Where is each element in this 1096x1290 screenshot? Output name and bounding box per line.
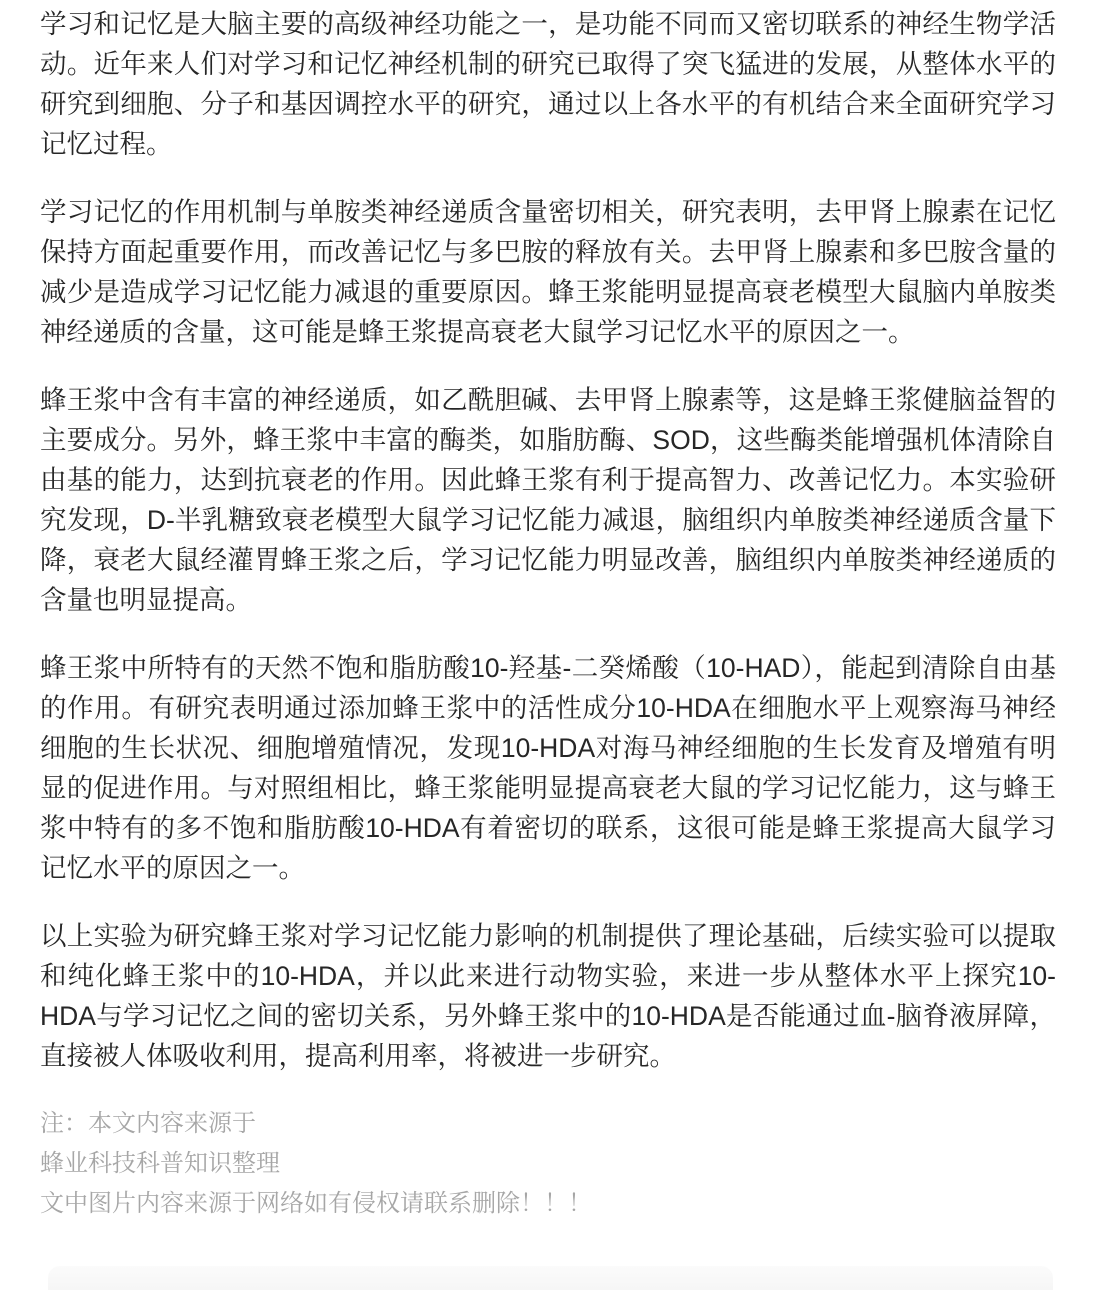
- source-note: [40, 1104, 1056, 1224]
- note-line: 蜂业科技科普知识整理: [40, 1150, 280, 1177]
- article-paragraph: 学习记忆的作用机制与单胺类神经递质含量密切相关，研究表明，去甲肾上腺素在记忆保持方面起重要作用，而改善记忆与多巴胺的释放有关。去甲肾上腺素和多巴胺含量的减少是造成学习记忆能力减退的重要原因。蜂王浆能明显提高衰老模型大鼠脑内单胺类神经递质的含量，这可能是蜂王浆提高衰老大鼠学习记忆水平的原因之一。: [40, 197, 1056, 347]
- article-paragraph: 蜂王浆中含有丰富的神经递质，如乙酰胆碱、去甲肾上腺素等，这是蜂王浆健脑益智的主要成分。另外，蜂王浆中丰富的酶类，如脂肪酶、SOD，这些酶类能增强机体清除自由基的能力，达到抗衰老的作用。因此蜂王浆有利于提高智力、改善记忆力。本实验研究发现，D-半乳糖致衰老模型大鼠学习记忆能力减退，脑组织内单胺类神经递质含量下降，衰老大鼠经灌胃蜂王浆之后，学习记忆能力明显改善，脑组织内单胺类神经递质的含量也明显提高。: [40, 385, 1056, 615]
- note-line: 文中图片内容来源于网络如有侵权请联系删除！！！: [40, 1190, 592, 1217]
- bottom-card: [48, 1266, 1053, 1290]
- article-paragraph: 以上实验为研究蜂王浆对学习记忆能力影响的机制提供了理论基础，后续实验可以提取和纯化蜂王浆中的10-HDA，并以此来进行动物实验，来进一步从整体水平上探究10-HDA与学习记忆之间的密切关系，另外蜂王浆中的10-HDA是否能通过血-脑脊液屏障，直接被人体吸收利用，提高利用率，将被进一步研究。: [40, 921, 1056, 1071]
- article-paragraph: 蜂王浆中所特有的天然不饱和脂肪酸10-羟基-二癸烯酸（10-HAD），能起到清除自由基的作用。有研究表明通过添加蜂王浆中的活性成分10-HDA在细胞水平上观察海马神经细胞的生长状况、细胞增殖情况，发现10-HDA对海马神经细胞的生长发育及增殖有明显的促进作用。与对照组相比，蜂王浆能明显提高衰老大鼠的学习记忆能力，这与蜂王浆中特有的多不饱和脂肪酸10-HDA有着密切的联系，这很可能是蜂王浆提高大鼠学习记忆水平的原因之一。: [40, 653, 1056, 883]
- article-paragraph: 学习和记忆是大脑主要的高级神经功能之一，是功能不同而又密切联系的神经生物学活动。近年来人们对学习和记忆神经机制的研究已取得了突飞猛进的发展，从整体水平的研究到细胞、分子和基因调控水平的研究，通过以上各水平的有机结合来全面研究学习记忆过程。: [40, 9, 1056, 159]
- note-line: 注：本文内容来源于: [40, 1110, 256, 1137]
